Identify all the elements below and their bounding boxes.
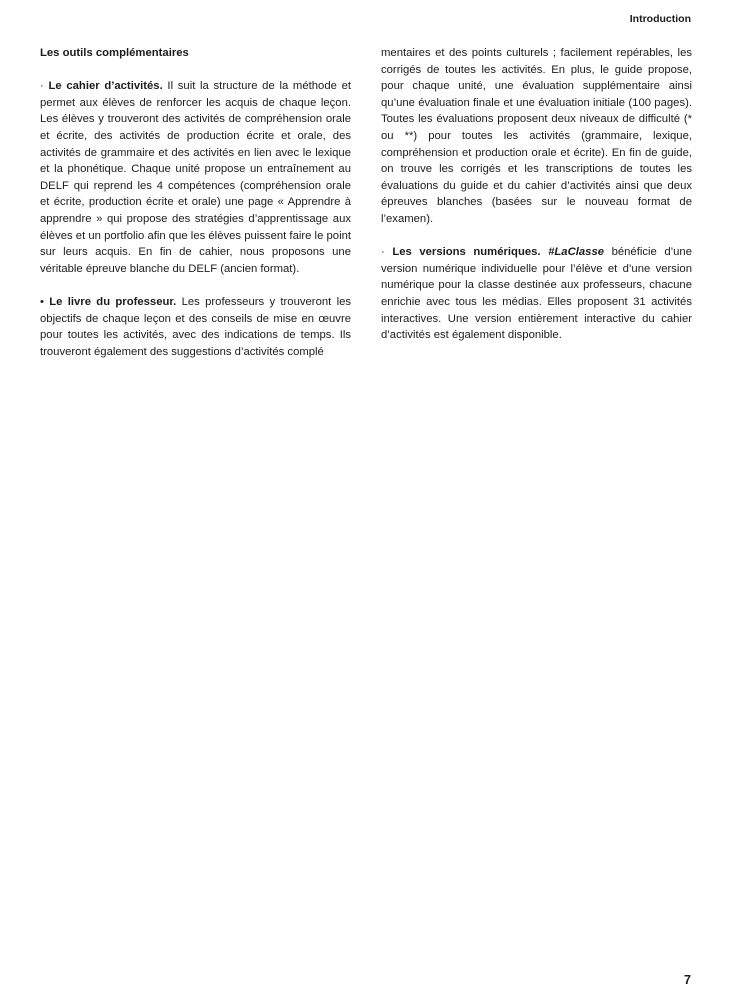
livre-professeur-continuation: mentaires et des points culturels ; facilement repérables, les corrigés de toutes les activités. En plus, le guide propose, pour chaque unité, une évaluation supplémentaire ainsi qu’une évaluation finale et une évaluation initiale (100 pages). Toutes les évaluations proposent deux niveaux de difficulté (* ou **) pour toutes les activités (grammaire, lexique, compréhension et production orale et écrite). En fin de guide, on trouve les corrigés et les transcriptions de toutes les évaluations du guide et du cahier d’activités ainsi que deux épreuves blanches (basées sur le nouveau format de l’examen). — [381, 47, 692, 225]
bullet: · — [40, 80, 49, 93]
livre-professeur-paragraph — [40, 294, 351, 360]
cahier-activites-lead: Le cahier d’activités. — [48, 80, 163, 93]
page-number: 7 — [684, 973, 691, 987]
livre-professeur-text: Les professeurs y trouveront les objectifs de chaque leçon et des conseils de mise en œuvre pour toutes les activités, avec des indications de temps. Ils trouveront également des suggestions d’activités complé — [40, 295, 352, 358]
space — [541, 246, 549, 258]
cahier-activites-paragraph — [40, 78, 351, 277]
bullet: · — [381, 246, 393, 259]
bullet: • — [40, 295, 50, 308]
livre-professeur-lead: Le livre du professeur. — [49, 295, 177, 308]
left-column — [40, 45, 351, 360]
cahier-activites-text: Il suit la structure de la méthode et permet aux élèves de renforcer les acquis de chaque leçon. Les élèves y trouveront des activités de compréhension orale et écrite, des activités de production écrite et orale, des activités de grammaire et des activités en lien avec le lexique et la phonétique. Chaque unité propose un entraînement au DELF qui reprend les 4 compétences (compréhension orale et écrite, production écrite et orale) une page « Apprendre à apprendre » qui propose des stratégies d’apprentissage aux élèves et un portfolio afin que les élèves puissent faire le point sur leurs acquis. En fin de cahier, nous proposons une véritable épreuve blanche du DELF (ancien format). — [40, 80, 352, 275]
section-title: Les outils complémentaires — [40, 47, 189, 59]
brand-name: #LaClasse — [548, 246, 605, 259]
right-column — [381, 45, 692, 344]
versions-numeriques-lead: Les versions numériques. — [392, 246, 541, 259]
versions-numeriques-text: bénéficie d’une version numérique individuelle pour l’élève et d’une version numérique pour la classe destinée aux professeurs, chacune enrichie avec tous les médias. Elles proposent 31 activités interactives. Une version entièrement interactive du cahier d’activités est également disponible. — [381, 246, 692, 342]
versions-numeriques-paragraph — [381, 244, 692, 344]
running-header: Introduction — [629, 13, 691, 25]
